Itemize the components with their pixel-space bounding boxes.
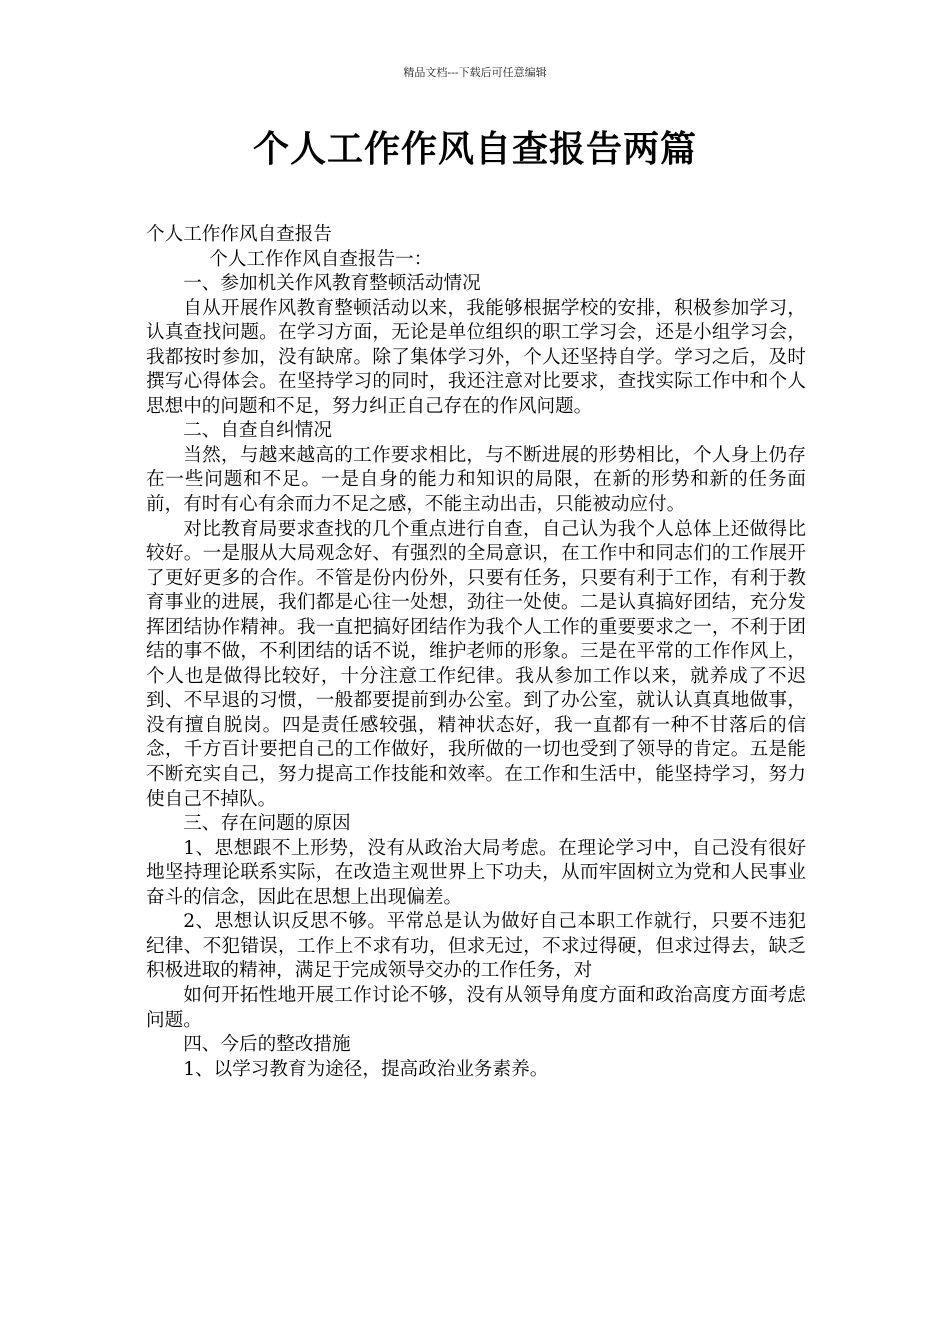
body-paragraph: 当然，与越来越高的工作要求相比，与不断进展的形势相比，个人身上仍存在一些问题和不足。一是自身的能力和知识的局限，在新的形势和新的任务面前，有时有心有余而力不足之感，不能主动出击，只能被动应付。 [146, 444, 806, 516]
section-heading-3: 三、存在问题的原因 [183, 813, 351, 835]
body-paragraph: 1、思想跟不上形势，没有从政治大局考虑。在理论学习中，自己没有很好地坚持理论联系实际，在改造主观世界上下功夫，从而牢固树立为党和人民事业奋斗的信念，因此在思想上出现偏差。 [146, 837, 806, 908]
report-heading: 个人工作作风自查报告 [146, 224, 332, 245]
section-heading-4: 四、今后的整改措施 [183, 1034, 351, 1056]
body-paragraph: 2、思想认识反思不够。平常总是认为做好自己本职工作就行，只要不违犯纪律、不犯错误，工作上不求有功，但求无过，不求过得硬，但求过得去，缺乏积极进取的精神，满足于完成领导交办的工作任务，对 [146, 911, 806, 982]
document-title: 个人工作作风自查报告两篇 [252, 129, 697, 170]
body-paragraph: 如何开拓性地开展工作讨论不够，没有从领导角度方面和政治高度方面考虑问题。 [146, 984, 806, 1031]
body-paragraph: 1、以学习教育为途径，提高政治业务素养。 [183, 1058, 549, 1080]
body-paragraph: 对比教育局要求查找的几个重点进行自查，自己认为我个人总体上还做得比较好。一是服从大局观念好、有强烈的全局意识，在工作中和同志们的工作展开了更好更多的合作。不管是份内份外，只要有任务，只要有利于工作，有利于教育事业的进展，我们都是心往一处想，劲往一处使。二是认真搞好团结，充分发挥团结协作精神。我一直把搞好团结作为我个人工作的重要要求之一，不利于团结的事不做，不利团结的话不说，维护老师的形象。三是在平常的工作作风上，个人也是做得比较好，十分注意工作纪律。我从参加工作以来，就养成了不迟到、不早退的习惯，一般都要提前到办公室。到了办公室，就认认真真地做事，没有擅自脱岗。四是责任感较强，精神状态好，我一直都有一种不甘落后的信念，千方百计要把自己的工作做好，我所做的一切也受到了领导的肯定。五是能不断充实自己，努力提高工作技能和效率。在工作和生活中，能坚持学习，努力使自己不掉队。 [146, 518, 806, 810]
document-body [146, 223, 806, 1082]
header-note: 精品文档---下载后可任意编辑 [403, 66, 547, 79]
report-subheading: 个人工作作风自查报告一： [209, 248, 433, 270]
section-heading-1: 一、参加机关作风教育整顿活动情况 [183, 273, 481, 295]
section-heading-2: 二、自查自纠情况 [183, 420, 332, 442]
body-paragraph: 自从开展作风教育整顿活动以来，我能够根据学校的安排，积极参加学习，认真查找问题。在学习方面，无论是单位组织的职工学习会，还是小组学习会，我都按时参加，没有缺席。除了集体学习外，个人还坚持自学。学习之后，及时撰写心得体会。在坚持学习的同时，我还注意对比要求，查找实际工作中和个人思想中的问题和不足，努力纠正自己存在的作风问题。 [146, 297, 806, 417]
